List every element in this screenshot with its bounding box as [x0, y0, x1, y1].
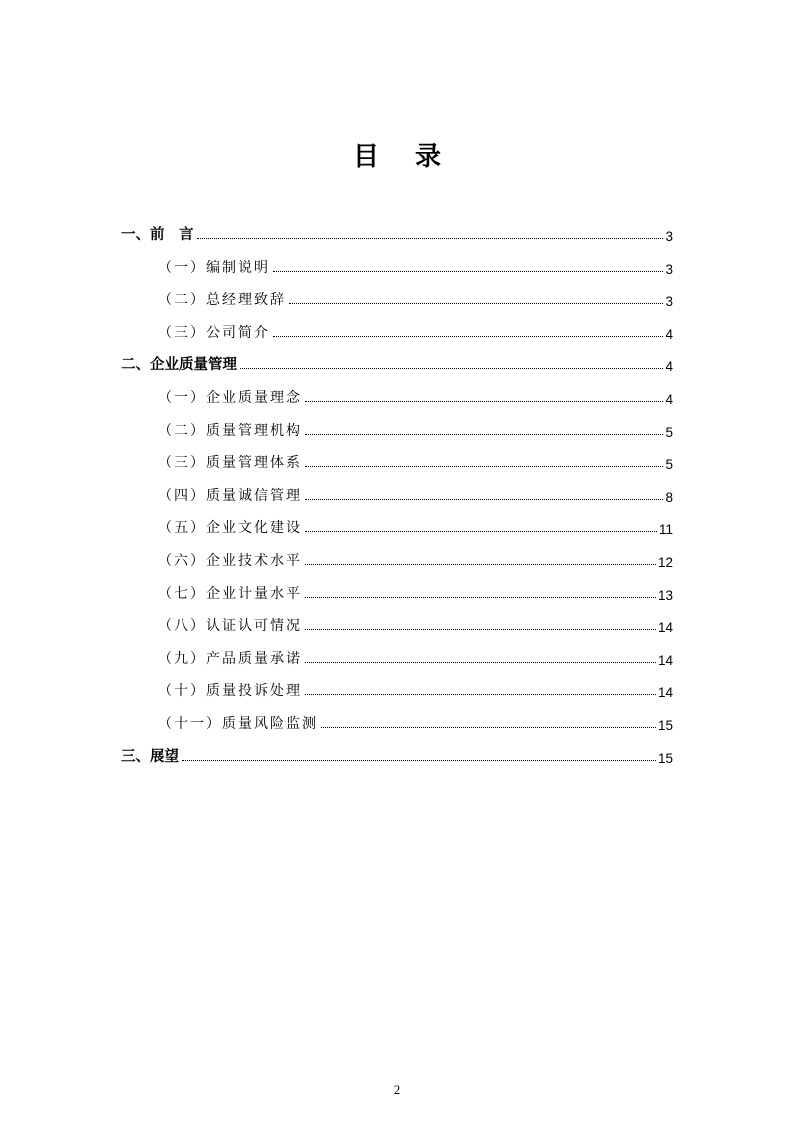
toc-entry-page: 13 [657, 587, 673, 603]
toc-dot-leader [305, 466, 663, 467]
toc-entry-page: 15 [657, 718, 673, 733]
toc-entry-section[interactable] [158, 648, 673, 668]
toc-dot-leader [305, 434, 663, 435]
toc-entry-label: （三）质量管理体系 [158, 455, 302, 472]
toc-dot-leader [273, 336, 663, 337]
toc-entry-section[interactable] [158, 289, 673, 309]
toc-entry-section[interactable] [158, 485, 673, 505]
toc-entry-section[interactable] [158, 452, 673, 472]
toc-entry-section[interactable] [158, 387, 673, 407]
toc-entry-section[interactable] [158, 615, 673, 635]
toc-entry-label: （一）编制说明 [158, 259, 270, 276]
toc-entry-section[interactable] [158, 420, 673, 440]
toc-dot-leader [305, 564, 656, 565]
toc-entry-label: （四）质量诚信管理 [158, 487, 302, 504]
toc-entry-chapter[interactable] [121, 746, 673, 766]
toc-entry-section[interactable] [158, 713, 673, 733]
toc-dot-leader [197, 238, 664, 239]
toc-entry-section[interactable] [158, 257, 673, 277]
toc-entry-label: （九）产品质量承诺 [158, 650, 302, 667]
page-number: 2 [393, 1082, 401, 1097]
toc-entry-label: （十一）质量风险监测 [158, 716, 318, 732]
toc-entry-page: 4 [665, 392, 673, 407]
toc-entry-chapter[interactable] [121, 224, 673, 244]
toc-dot-leader [273, 271, 663, 272]
toc-entry-page: 3 [665, 294, 673, 310]
toc-title-char-1: 目 [352, 142, 379, 172]
toc-entry-page: 14 [657, 652, 673, 668]
toc-entry-page: 3 [665, 261, 673, 277]
toc-entry-page: 5 [665, 424, 673, 440]
toc-entry-label: （二）总经理致辞 [158, 292, 286, 309]
toc-entry-section[interactable] [158, 322, 673, 342]
toc-entry-page: 3 [665, 229, 673, 244]
toc-dot-leader [182, 760, 656, 761]
toc-entry-section[interactable] [158, 550, 673, 570]
toc-entry-page: 15 [657, 750, 673, 766]
toc-dot-leader [240, 368, 663, 369]
toc-dot-leader [305, 694, 656, 695]
toc-dot-leader [305, 531, 657, 532]
toc-dot-leader [321, 727, 656, 728]
toc-entry-page: 4 [665, 326, 673, 342]
toc-entry-label: （十）质量投诉处理 [158, 683, 302, 700]
toc-title-char-2: 录 [415, 142, 442, 172]
toc-title [0, 136, 794, 173]
toc-dot-leader [305, 629, 656, 630]
toc-entry-page: 8 [665, 489, 673, 505]
toc-entry-section[interactable] [158, 583, 673, 603]
toc-dot-leader [289, 303, 663, 304]
toc-dot-leader [305, 662, 656, 663]
toc-entry-page: 14 [657, 685, 673, 701]
toc-entry-label: （三）公司简介 [158, 324, 270, 341]
toc-entry-label: 一、前 言 [121, 227, 194, 243]
toc-entry-label: （五）企业文化建设 [158, 520, 302, 537]
toc-entry-page: 11 [658, 522, 673, 538]
toc-entry-label: （一）企业质量理念 [158, 390, 302, 406]
toc-entry-label: （八）认证认可情况 [158, 618, 302, 635]
toc-entry-page: 12 [657, 555, 673, 570]
toc-entry-page: 4 [665, 359, 673, 375]
toc-entry-label: 二、企业质量管理 [121, 357, 237, 374]
toc-entry-section[interactable] [158, 680, 673, 700]
toc-entry-label: （二）质量管理机构 [158, 422, 302, 439]
toc-entry-label: （七）企业计量水平 [158, 585, 302, 602]
toc-dot-leader [305, 597, 656, 598]
toc-entry-label: 三、展望 [121, 748, 179, 765]
toc-entry-chapter[interactable] [121, 354, 673, 374]
toc-entry-page: 5 [665, 457, 673, 473]
toc-entry-page: 14 [657, 620, 673, 636]
toc-dot-leader [305, 401, 663, 402]
toc-entry-section[interactable] [158, 517, 673, 537]
toc-entry-label: （六）企业技术水平 [158, 553, 302, 569]
toc-dot-leader [305, 499, 663, 500]
